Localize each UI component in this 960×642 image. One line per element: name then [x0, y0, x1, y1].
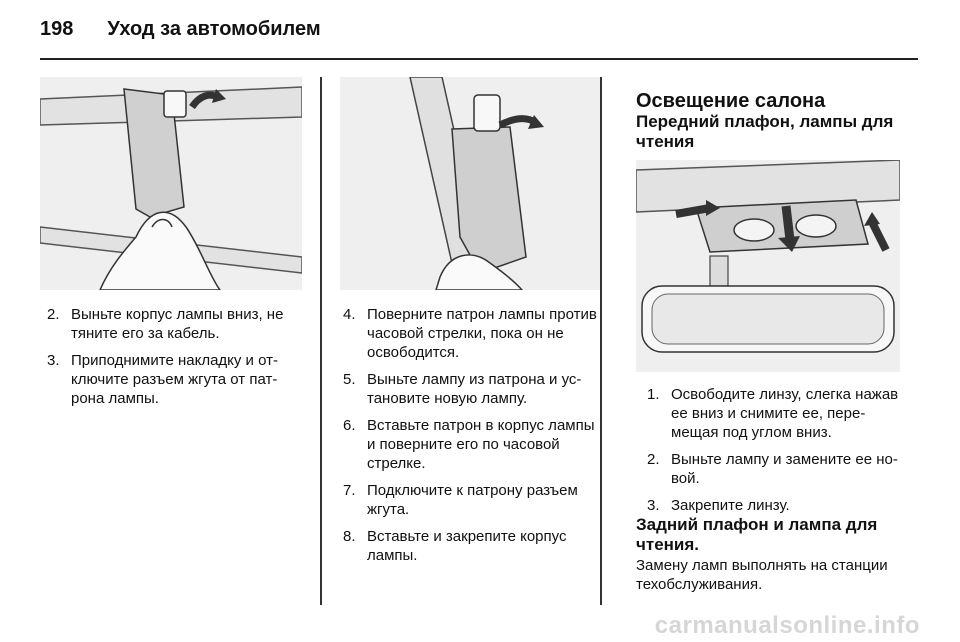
- bulb-socket-drawing: [340, 77, 600, 290]
- step-number: 5.: [343, 371, 356, 388]
- step-number: 2.: [47, 306, 60, 323]
- step-text: Приподнимите накладку и отключите разъем жгута от патрона лампы.: [71, 352, 278, 407]
- page-title: Уход за автомобилем: [107, 18, 321, 40]
- step-text: Выньте лампу из патрона и установите новую лампу.: [367, 371, 582, 407]
- page-header: [40, 18, 321, 44]
- right-steps-list: [647, 385, 905, 523]
- step-number: 3.: [47, 352, 60, 369]
- step-text: Подключите к патрону разъем жгута.: [367, 482, 578, 518]
- header-rule: [40, 58, 918, 60]
- step-number: 2.: [647, 451, 660, 468]
- front-light-subtitle: Передний плафон, лампы для чтения: [636, 112, 894, 151]
- list-item: [343, 481, 601, 519]
- bulb-socket-illustration: [340, 77, 600, 290]
- middle-steps-list: [343, 305, 601, 573]
- step-text: Освободите линзу, слегка нажав ее вниз и снимите ее, перемещая под углом вниз.: [671, 386, 899, 441]
- step-text: Вставьте патрон в корпус лампы и поверните его по часовой стрелке.: [367, 417, 595, 472]
- list-item: [647, 450, 905, 488]
- list-item: [343, 527, 601, 565]
- section-title: Освещение салона: [636, 90, 826, 112]
- step-text: Выньте корпус лампы вниз, не тяните его за кабель.: [71, 306, 284, 342]
- front-dome-light-illustration: [636, 160, 900, 372]
- step-text: Поверните патрон лампы против часовой стрелки, пока он не освободится.: [367, 306, 597, 361]
- front-dome-light-drawing: [636, 160, 900, 372]
- page-number: 198: [40, 18, 74, 40]
- list-item: [343, 305, 601, 362]
- list-item: [47, 351, 302, 408]
- list-item: [343, 370, 601, 408]
- watermark: carmanualsonline.info: [654, 612, 920, 639]
- list-item: [47, 305, 302, 343]
- list-item: [343, 416, 601, 473]
- list-item: [647, 496, 905, 515]
- step-number: 8.: [343, 528, 356, 545]
- list-item: [647, 385, 905, 442]
- step-text: Выньте лампу и замените ее новой.: [671, 451, 898, 487]
- lamp-housing-removal-illustration: [40, 77, 302, 290]
- rear-light-subtitle: Задний плафон и лампа для чтения.: [636, 515, 878, 554]
- step-number: 1.: [647, 386, 660, 403]
- step-number: 4.: [343, 306, 356, 323]
- step-number: 3.: [647, 497, 660, 514]
- column-divider-left: [320, 77, 322, 605]
- step-number: 7.: [343, 482, 356, 499]
- step-text: Вставьте и закрепите корпус лампы.: [367, 528, 567, 564]
- rear-light-note: Замену ламп выполнять на станции техобслуживания.: [636, 557, 888, 593]
- step-text: Закрепите линзу.: [671, 497, 790, 514]
- left-steps-list: [47, 305, 302, 416]
- step-number: 6.: [343, 417, 356, 434]
- lamp-housing-drawing: [40, 77, 302, 290]
